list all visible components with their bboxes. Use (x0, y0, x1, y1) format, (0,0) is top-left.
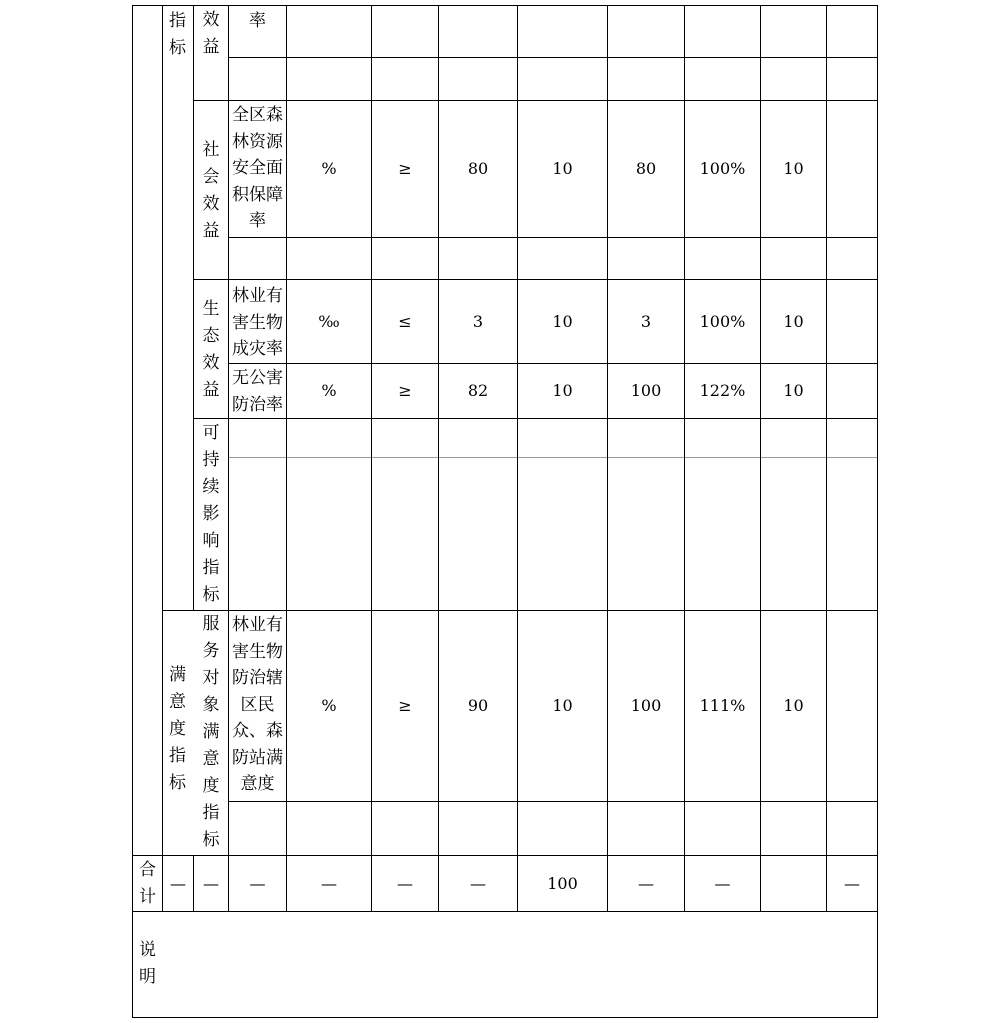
weight-cell: 10 (552, 159, 573, 178)
unit-cell: % (321, 381, 337, 400)
vertical-char: 对 (202, 668, 220, 688)
actual-cell: 3 (640, 311, 652, 331)
row-divider (132, 911, 878, 912)
text-line: 安全面 (232, 158, 283, 178)
vertical-char: 标 (202, 585, 220, 605)
score-cell: 10 (783, 381, 804, 400)
vertical-char: 效 (202, 10, 220, 30)
text-line: 害生物 (232, 641, 283, 662)
total-dash: — (714, 873, 731, 893)
satisfaction-label (163, 662, 192, 797)
target-cell: 80 (467, 159, 489, 178)
total-dash: — (321, 873, 337, 893)
vertical-char: 续 (202, 477, 220, 497)
total-dash: — (249, 873, 266, 893)
total-label (133, 857, 162, 911)
total-weight: 100 (547, 873, 578, 893)
indicator-name (229, 102, 286, 235)
vertical-char: 影 (202, 504, 220, 524)
col-divider (826, 5, 827, 912)
weight-cell: 10 (552, 381, 573, 400)
unit-cell: % (321, 159, 337, 178)
vertical-char: 标 (169, 773, 186, 793)
row-divider (228, 237, 878, 238)
operator-cell: ≤ (398, 311, 412, 331)
vertical-char: 意 (202, 749, 220, 769)
text-line: 意度 (240, 774, 275, 794)
actual-cell: 100 (630, 381, 662, 400)
rate-label: 率 (249, 11, 266, 31)
border-top (132, 5, 878, 6)
rate-cell: 100% (699, 159, 746, 178)
row-divider (228, 57, 878, 58)
vertical-char: 指 (202, 558, 220, 578)
rate-cell: 122% (699, 381, 746, 400)
total-dash: — (470, 873, 486, 893)
total-dash: — (203, 873, 219, 893)
operator-cell: ≥ (398, 381, 412, 400)
total-dash: — (638, 873, 654, 893)
service-satisfaction-label (194, 611, 228, 854)
text-line: 防治辖 (232, 668, 283, 688)
vertical-char: 标 (169, 38, 186, 58)
vertical-char: 度 (169, 719, 186, 739)
target-cell: 82 (467, 381, 489, 400)
vertical-char: 可 (202, 423, 220, 443)
vertical-char: 益 (202, 37, 220, 57)
target-cell: 3 (472, 311, 484, 331)
vertical-char: 标 (202, 830, 220, 850)
vertical-char: 意 (169, 692, 186, 712)
vertical-char: 效 (202, 353, 220, 373)
weight-cell: 10 (552, 311, 573, 331)
vertical-char: 计 (139, 887, 156, 907)
vertical-char: 益 (202, 221, 220, 241)
eco-benefit-label (194, 296, 228, 404)
note-label (133, 937, 162, 991)
rate-cell: 111% (699, 696, 746, 715)
vertical-char: 生 (202, 299, 220, 319)
benefit-label (194, 7, 228, 61)
row-divider (228, 457, 878, 458)
vertical-char: 说 (139, 940, 156, 960)
vertical-char: 态 (202, 326, 220, 346)
indicator-name (229, 283, 286, 363)
vertical-char: 持 (202, 450, 220, 470)
vertical-char: 指 (169, 11, 186, 31)
row-divider (228, 801, 878, 802)
vertical-char: 社 (202, 140, 220, 160)
vertical-char: 合 (139, 860, 156, 880)
text-line: 林资源 (232, 131, 283, 152)
vertical-char: 满 (202, 722, 220, 742)
actual-cell: 100 (630, 696, 662, 715)
vertical-char: 效 (202, 194, 220, 214)
vertical-char: 满 (169, 665, 186, 685)
vertical-char: 度 (202, 776, 220, 796)
border-bottom (132, 1017, 878, 1018)
text-line: 成灾率 (232, 339, 283, 359)
text-line: 率 (249, 211, 266, 231)
vertical-char: 务 (202, 641, 220, 661)
score-cell: 10 (783, 311, 804, 331)
social-benefit-label (194, 137, 228, 245)
vertical-char: 响 (202, 531, 220, 551)
operator-cell: ≥ (398, 696, 412, 715)
unit-cell: ‰ (318, 311, 340, 331)
text-line: 无公害 (232, 368, 283, 388)
score-cell: 10 (783, 159, 804, 178)
rate-cell: 100% (699, 311, 746, 331)
indicator-name (229, 612, 286, 798)
target-cell: 90 (467, 696, 489, 715)
text-line: 全区森 (232, 105, 283, 125)
score-cell: 10 (783, 696, 804, 715)
sustain-label (194, 420, 228, 609)
indicator-name (229, 365, 286, 418)
border-right (877, 5, 878, 1018)
vertical-char: 会 (202, 167, 220, 187)
text-line: 林业有 (232, 615, 283, 635)
vertical-char: 象 (202, 695, 220, 715)
text-line: 区民 (240, 694, 275, 715)
text-line: 林业有 (232, 286, 283, 306)
text-line: 防治率 (232, 394, 283, 415)
total-dash: — (844, 873, 860, 893)
weight-cell: 10 (552, 696, 573, 715)
vertical-char: 服 (202, 614, 220, 634)
row-divider (193, 418, 878, 419)
vertical-char: 益 (202, 380, 220, 400)
text-line: 积保障 (232, 184, 283, 205)
operator-cell: ≥ (398, 159, 412, 178)
total-dash: — (170, 873, 186, 893)
vertical-char: 明 (139, 967, 156, 987)
text-line: 防站满 (232, 747, 283, 768)
vertical-char: 指 (202, 803, 220, 823)
actual-cell: 80 (635, 159, 657, 178)
indicator-label (163, 8, 192, 62)
unit-cell: % (321, 696, 337, 715)
text-line: 害生物 (232, 312, 283, 333)
total-dash: — (397, 873, 413, 893)
text-line: 众、森 (232, 721, 283, 741)
vertical-char: 指 (169, 746, 186, 766)
